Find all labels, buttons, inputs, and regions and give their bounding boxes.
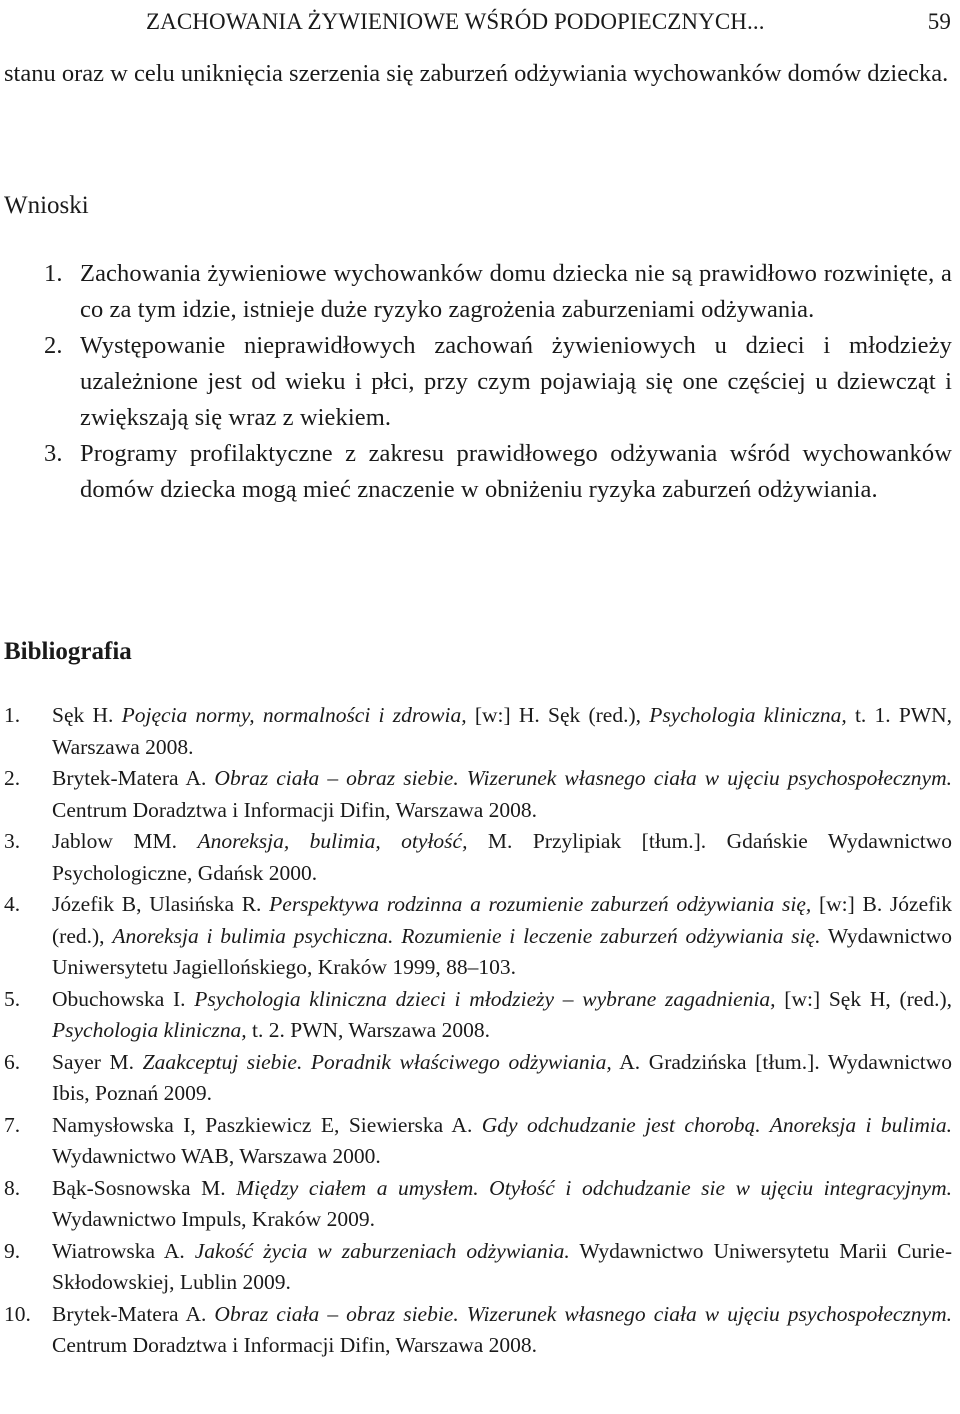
bibliography-text: M. Przylipiak [tłum.]. Gdańskie Wydawnictwo Psychologiczne, Gdańsk 2000. bbox=[52, 829, 952, 885]
bibliography-text: Obuchowska I. bbox=[52, 986, 195, 1011]
bibliography-text: A. Gradzińska [tłum.]. Wydawnictwo Ibis, Poznań 2009. bbox=[52, 1049, 952, 1105]
bibliography-text: Sayer M. bbox=[52, 1049, 143, 1074]
bibliography-title: Anoreksja, bulimia, otyłość, bbox=[197, 829, 468, 853]
bibliography-text: [w:] Sęk H, (red.), bbox=[775, 986, 952, 1011]
bibliography-item bbox=[4, 889, 952, 984]
conclusion-number: 3. bbox=[44, 440, 63, 467]
conclusion-item bbox=[4, 256, 952, 328]
bibliography-title: Pojęcia normy, normalności i zdrowia, bbox=[121, 703, 467, 727]
bibliography-title: Gdy odchudzanie jest chorobą. Anoreksja i bulimia. bbox=[481, 1112, 952, 1137]
conclusions-heading: Wnioski bbox=[4, 192, 89, 219]
bibliography-number: 7. bbox=[4, 1112, 21, 1137]
bibliography-text: t. 2. PWN, Warszawa 2008. bbox=[246, 1018, 490, 1042]
bibliography-item bbox=[4, 1110, 952, 1173]
bibliography-title: Między ciałem a umysłem. Otyłość i odchudzanie sie w ujęciu integracyjnym. bbox=[236, 1175, 952, 1200]
conclusion-number: 2. bbox=[44, 332, 63, 359]
bibliography-item bbox=[4, 826, 952, 889]
bibliography-item bbox=[4, 984, 952, 1047]
bibliography-title: Obraz ciała – obraz siebie. Wizerunek własnego ciała w ujęciu psychospołecznym. bbox=[214, 1301, 952, 1326]
bibliography-text: Centrum Doradztwa i Informacji Difin, Warszawa 2008. bbox=[52, 797, 538, 822]
bibliography-number: 8. bbox=[4, 1175, 21, 1200]
conclusion-text: Występowanie nieprawidłowych zachowań żywieniowych u dzieci i młodzieży uzależnione jest od wieku i płci, przy czym pojawiają się one częściej u dziewcząt i zwiększają się wraz z wiekiem. bbox=[80, 332, 952, 431]
bibliography-title: Psychologia kliniczna, bbox=[649, 703, 847, 727]
bibliography-text: Jablow MM. bbox=[52, 829, 198, 853]
bibliography-title: Obraz ciała – obraz siebie. Wizerunek własnego ciała w ujęciu psychospołecznym. bbox=[214, 766, 952, 790]
bibliography-text: Wiatrowska A. bbox=[52, 1238, 195, 1263]
conclusion-item bbox=[4, 436, 952, 508]
bibliography-title: Jakość życia w zaburzeniach odżywiania. bbox=[194, 1238, 570, 1263]
conclusion-text: Programy profilaktyczne z zakresu prawidłowego odżywania wśród wychowanków domów dziecka mogą mieć znaczenie w obniżeniu ryzyka zaburzeń odżywiania. bbox=[80, 440, 952, 503]
bibliography-item bbox=[4, 1299, 952, 1362]
intro-paragraph: stanu oraz w celu uniknięcia szerzenia się zaburzeń odżywiania wychowanków domów dziecka. bbox=[4, 60, 949, 87]
bibliography-text: t. 1. PWN, Warszawa 2008. bbox=[52, 703, 953, 759]
bibliography-number: 5. bbox=[4, 986, 21, 1011]
bibliography-title: Anoreksja i bulimia psychiczna. Rozumienie i leczenie zaburzeń odżywiania się. bbox=[112, 923, 821, 948]
bibliography-text: Centrum Doradztwa i Informacji Difin, Warszawa 2008. bbox=[52, 1333, 538, 1357]
bibliography-number: 9. bbox=[4, 1238, 21, 1263]
bibliography-text: Wydawnictwo Uniwersytetu Jagiellońskiego, Kraków 1999, 88–103. bbox=[52, 923, 952, 979]
conclusion-item bbox=[4, 328, 952, 436]
bibliography-number: 4. bbox=[4, 892, 21, 916]
conclusion-number: 1. bbox=[44, 260, 63, 287]
running-head bbox=[0, 4, 960, 40]
bibliography-text: Bąk-Sosnowska M. bbox=[52, 1175, 237, 1200]
bibliography-number: 6. bbox=[4, 1049, 21, 1074]
bibliography-text: Sęk H. bbox=[52, 703, 122, 727]
bibliography-text: [w:] H. Sęk (red.), bbox=[466, 703, 650, 727]
bibliography-text: Brytek-Matera A. bbox=[52, 766, 215, 790]
bibliography-number: 2. bbox=[4, 766, 21, 790]
bibliography-text: Józefik B, Ulasińska R. bbox=[52, 892, 270, 916]
conclusion-text: Zachowania żywieniowe wychowanków domu dziecka nie są prawidłowo rozwinięte, a co za tym idzie, istnieje duże ryzyko zagrożenia zaburzeniami odżywania. bbox=[80, 260, 952, 323]
bibliography-number: 3. bbox=[4, 829, 21, 853]
bibliography-text: [w:] B. Józefik (red.), bbox=[52, 892, 952, 948]
bibliography-number: 1. bbox=[4, 703, 21, 727]
bibliography-item bbox=[4, 1047, 952, 1110]
bibliography-item bbox=[4, 763, 952, 826]
bibliography-item bbox=[4, 700, 952, 763]
bibliography-text: Namysłowska I, Paszkiewicz E, Siewierska A. bbox=[52, 1112, 482, 1137]
bibliography-text: Wydawnictwo Uniwersytetu Marii Curie-Skłodowskiej, Lublin 2009. bbox=[52, 1238, 953, 1294]
bibliography-item bbox=[4, 1173, 952, 1236]
bibliography-text: Wydawnictwo WAB, Warszawa 2000. bbox=[52, 1144, 381, 1168]
page-number: 59 bbox=[927, 9, 951, 34]
bibliography-heading: Bibliografia bbox=[4, 638, 132, 665]
bibliography-number: 10. bbox=[4, 1301, 31, 1326]
bibliography-list bbox=[4, 700, 952, 1362]
bibliography-title: Psychologia kliniczna dzieci i młodzieży – wybrane zagadnienia, bbox=[194, 986, 776, 1011]
bibliography-item bbox=[4, 1236, 952, 1299]
bibliography-title: Zaakceptuj siebie. Poradnik właściwego odżywiania, bbox=[142, 1049, 612, 1074]
bibliography-title: Psychologia kliniczna, bbox=[52, 1018, 247, 1042]
running-head-title: ZACHOWANIA ŻYWIENIOWE WŚRÓD PODOPIECZNYCH... bbox=[146, 9, 765, 34]
conclusions-list bbox=[4, 256, 952, 508]
bibliography-text: Brytek-Matera A. bbox=[52, 1301, 215, 1326]
bibliography-text: Wydawnictwo Impuls, Kraków 2009. bbox=[52, 1207, 375, 1231]
bibliography-title: Perspektywa rodzinna a rozumienie zaburzeń odżywiania się, bbox=[269, 892, 812, 916]
